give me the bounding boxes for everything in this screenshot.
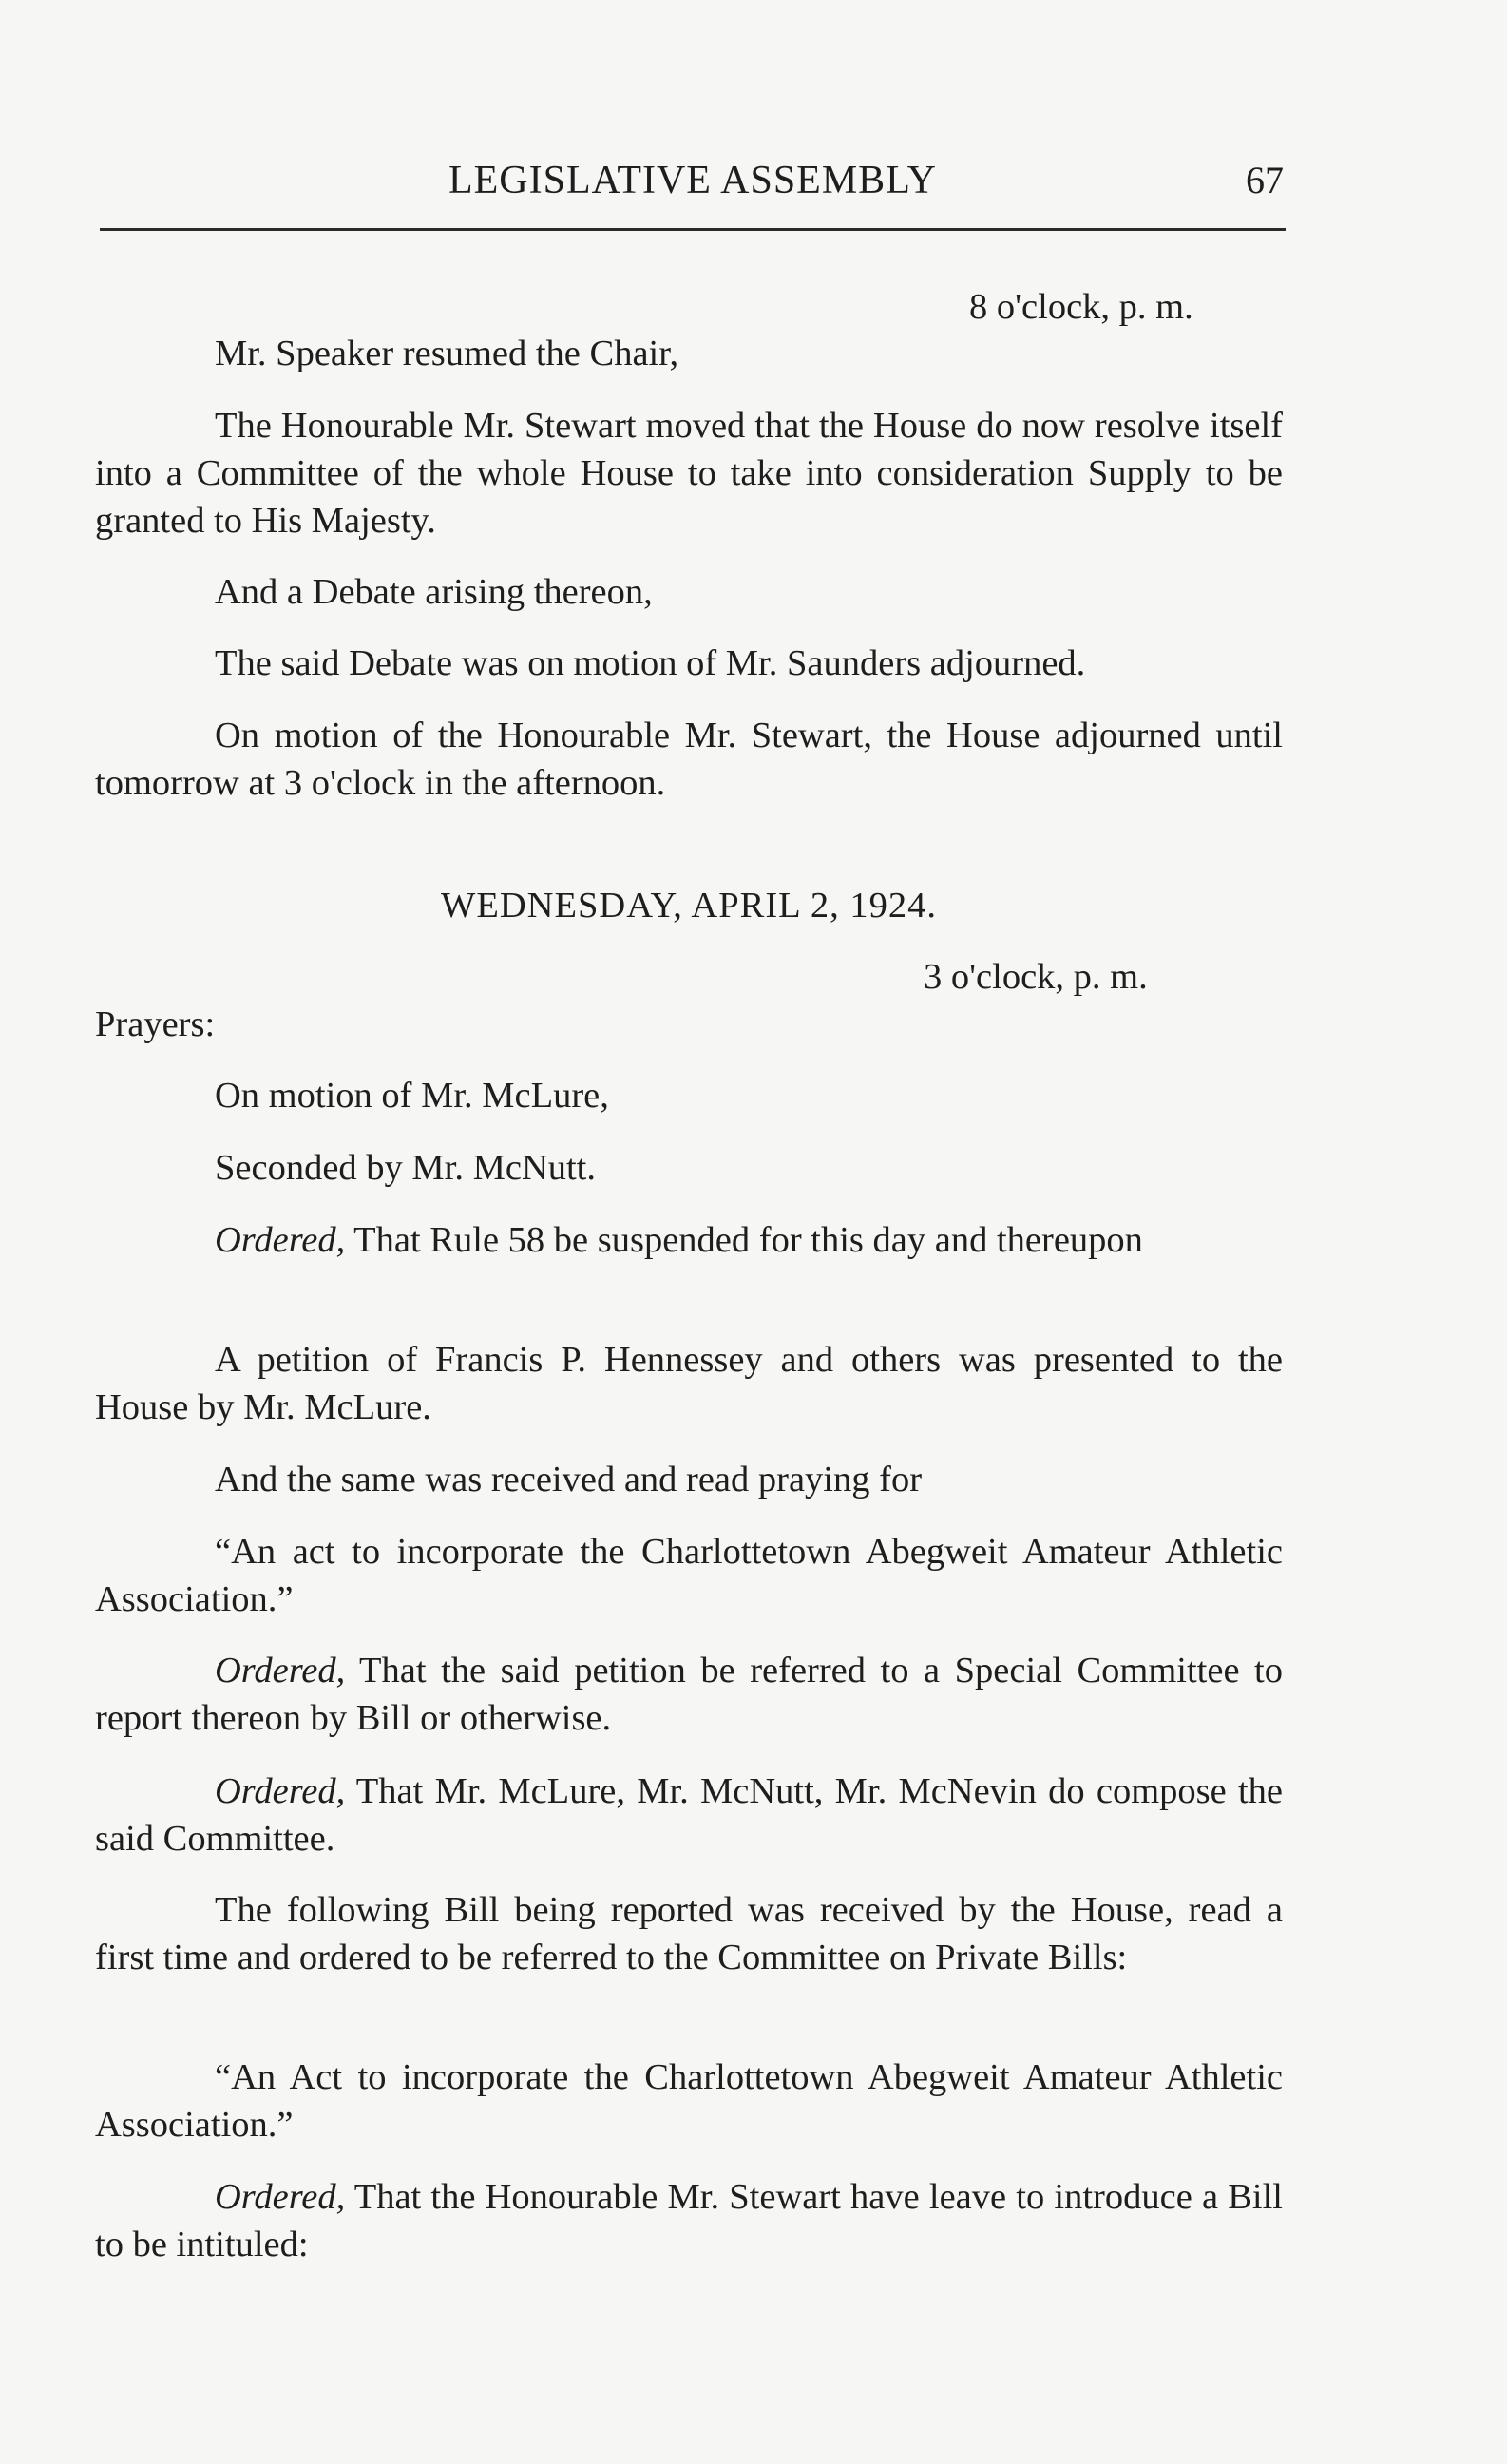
session-time-evening: 8 o'clock, p. m.	[969, 287, 1193, 327]
running-header	[102, 152, 1284, 209]
ordered-label: Ordered,	[215, 1771, 346, 1811]
ordered-label: Ordered,	[215, 2177, 346, 2217]
ordered-text: That Rule 58 be suspended for this day and thereupon	[345, 1220, 1143, 1260]
header-rule	[100, 228, 1286, 231]
paragraph-petition: A petition of Francis P. Hennessey and others was presented to the House by Mr. McLure.	[95, 1340, 1283, 1427]
paragraph-speaker-resumed: Mr. Speaker resumed the Chair,	[215, 334, 679, 373]
prayers-label: Prayers:	[95, 1004, 216, 1044]
ordered-label: Ordered,	[215, 1220, 346, 1260]
seconded-line: Seconded by Mr. McNutt.	[215, 1148, 596, 1188]
date-heading: WEDNESDAY, APRIL 2, 1924.	[441, 886, 937, 926]
paragraph-committee-members	[95, 1767, 1283, 1862]
page-number: 67	[1246, 159, 1284, 201]
paragraph-leave-bill	[95, 2173, 1283, 2268]
paragraph-debate-arising: And a Debate arising thereon,	[215, 572, 653, 612]
ordered-label: Ordered,	[215, 1651, 346, 1690]
header-title: LEGISLATIVE ASSEMBLY	[448, 159, 937, 202]
ordered-text: That Mr. McLure, Mr. McNutt, Mr. McNevin do compose the said Committee.	[95, 1771, 1283, 1859]
paragraph-received: And the same was received and read praying for	[215, 1460, 923, 1499]
paragraph-committee-motion: The Honourable Mr. Stewart moved that the House do now resolve itself into a Committee of the whole House to take into consideration Supply to be granted to His Majesty.	[95, 406, 1283, 541]
ordered-text: That the Honourable Mr. Stewart have leave to introduce a Bill to be intituled:	[95, 2177, 1283, 2264]
quote-act-title-2: “An Act to incorporate the Charlottetown Abegweit Amateur Athletic Association.”	[95, 2057, 1283, 2145]
session-time-afternoon: 3 o'clock, p. m.	[924, 957, 1148, 997]
ordered-text: That the said petition be referred to a Special Committee to report thereon by Bill or otherwise.	[95, 1651, 1283, 1738]
paragraph-bill-reported: The following Bill being reported was received by the House, read a first time and ordered to be referred to the Committee on Private Bills:	[95, 1890, 1283, 1977]
paragraph-special-committee	[95, 1647, 1283, 1742]
motion-line: On motion of Mr. McLure,	[215, 1076, 609, 1116]
quote-act-title: “An act to incorporate the Charlottetown Abegweit Amateur Athletic Association.”	[95, 1532, 1283, 1619]
paragraph-rule-suspended	[95, 1216, 1283, 1264]
paragraph-debate-adjourned: The said Debate was on motion of Mr. Saunders adjourned.	[215, 643, 1086, 683]
paragraph-house-adjourned: On motion of the Honourable Mr. Stewart, the House adjourned until tomorrow at 3 o'clock in the afternoon.	[95, 716, 1283, 803]
